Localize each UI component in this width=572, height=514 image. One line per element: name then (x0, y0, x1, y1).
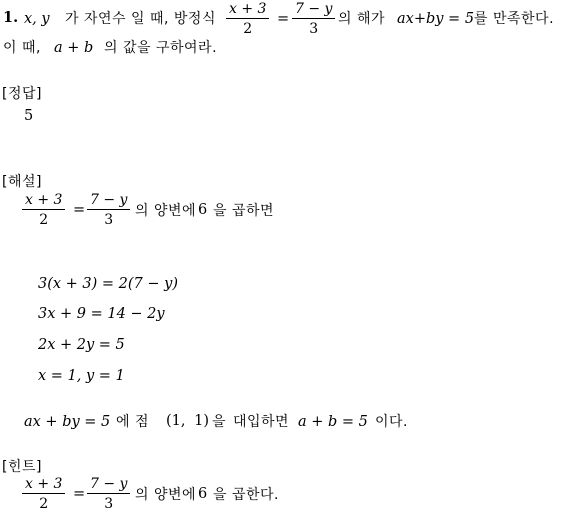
fraction-numerator: x + 3 (25, 476, 63, 492)
solution-fraction-1 (22, 193, 65, 227)
solution-final-text-b: 을 대입하면 (212, 414, 290, 430)
solution-final-equation: ax + by = 5 (24, 414, 111, 430)
fraction-numerator: x + 3 (229, 1, 267, 17)
answer-value: 5 (24, 108, 34, 124)
solution-final-text-c: 이다. (375, 414, 408, 430)
fraction-numerator: 7 − y (295, 1, 333, 17)
problem-line2-text-a: 이 때, (3, 40, 41, 56)
problem-text-b: 의 해가 (338, 11, 386, 27)
hint-fraction-2 (87, 477, 130, 511)
solution-final-point: (1, 1) (166, 413, 209, 429)
answer-label: [정답] (2, 86, 42, 102)
fraction-numerator: x + 3 (25, 192, 63, 208)
fraction-denominator: 2 (243, 21, 253, 37)
solution-step: x = 1, y = 1 (38, 368, 125, 384)
problem-fraction-1 (226, 2, 269, 36)
hint-label: [힌트] (2, 459, 42, 475)
hint-text-a: 의 양변에 (135, 487, 197, 503)
problem-variables: x, y (24, 11, 50, 27)
problem-text-a: 가 자연수 일 때, 방정식 (65, 11, 216, 27)
fraction-denominator: 2 (39, 496, 49, 512)
solution-text-b: 을 곱하면 (213, 203, 275, 219)
problem-equation: ax+by = 5 (397, 11, 475, 27)
fraction-numerator: 7 − y (90, 476, 128, 492)
hint-fraction-1 (22, 477, 65, 511)
solution-fraction-2 (87, 193, 130, 227)
equals-sign: = (73, 202, 86, 218)
problem-fraction-2 (292, 2, 335, 36)
problem-number: 1. (3, 9, 19, 26)
fraction-denominator: 2 (39, 212, 49, 228)
equals-sign: = (73, 486, 86, 502)
equals-sign: = (277, 11, 290, 27)
problem-text-c: 를 만족한다. (474, 11, 555, 27)
problem-line2-expression: a + b (54, 40, 94, 56)
fraction-denominator: 3 (104, 496, 114, 512)
fraction-denominator: 3 (104, 212, 114, 228)
solution-final-text-a: 에 점 (116, 414, 149, 430)
fraction-denominator: 3 (309, 21, 319, 37)
solution-label: [해설] (2, 174, 42, 190)
problem-line2-text-b: 의 값을 구하여라. (104, 40, 218, 56)
solution-step: 3(x + 3) = 2(7 − y) (38, 276, 179, 292)
hint-multiplier: 6 (198, 486, 208, 502)
solution-final-result: a + b = 5 (298, 414, 368, 430)
solution-text-a: 의 양변에 (135, 203, 197, 219)
solution-step: 3x + 9 = 14 − 2y (38, 306, 165, 322)
fraction-numerator: 7 − y (90, 192, 128, 208)
hint-text-b: 을 곱한다. (213, 487, 279, 503)
solution-multiplier: 6 (198, 202, 208, 218)
solution-step: 2x + 2y = 5 (38, 337, 125, 353)
